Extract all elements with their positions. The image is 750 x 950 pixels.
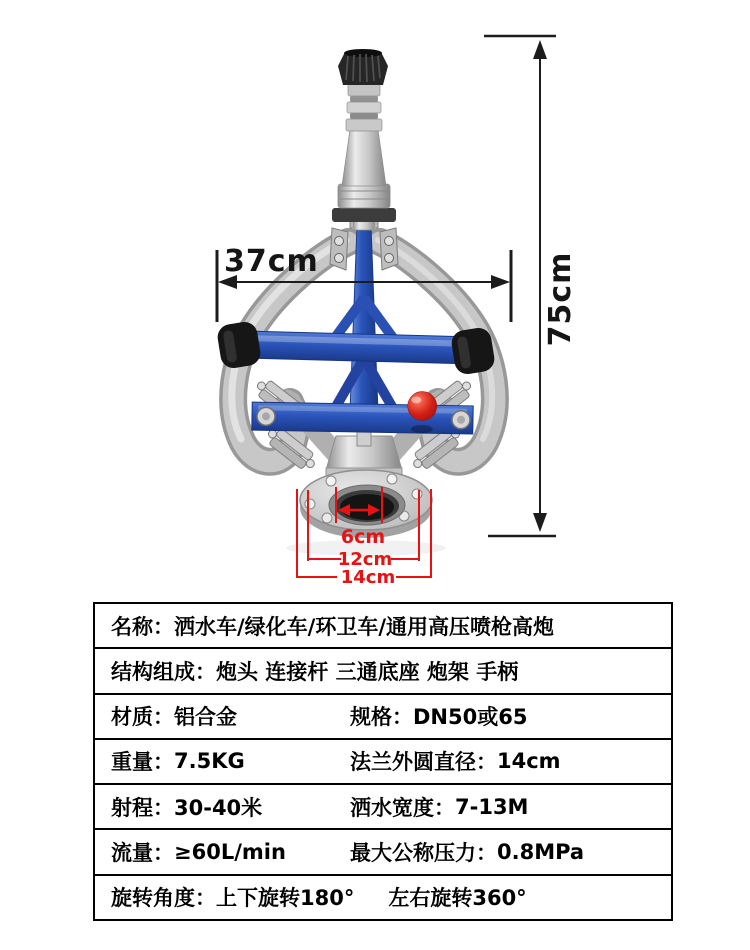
spec-cell xyxy=(111,656,518,686)
spec-row-rotation xyxy=(95,876,671,919)
spec-label: 名称： xyxy=(111,614,174,639)
spec-cell xyxy=(111,792,350,822)
spec-label: 洒水宽度： xyxy=(350,795,455,820)
spec-cell xyxy=(350,746,561,776)
spec-label: 最大公称压力： xyxy=(350,841,497,866)
spec-cell xyxy=(111,611,554,641)
spec-value: 14cm xyxy=(497,749,561,774)
spec-row-material-spec xyxy=(95,695,671,740)
spec-value: 7.5KG xyxy=(174,749,245,774)
spec-row-weight-flange xyxy=(95,740,671,785)
water-cannon xyxy=(216,49,496,556)
spec-cell xyxy=(388,882,526,912)
dimension-width-label: 37cm xyxy=(224,244,319,279)
spec-value: 炮头 连接杆 三通底座 炮架 手柄 xyxy=(216,659,519,684)
spec-value: 7-13M xyxy=(455,794,529,819)
spec-cell xyxy=(350,701,527,731)
flange-bolt-circle-dimension-label: 12cm xyxy=(337,549,393,570)
spec-row-structure xyxy=(95,649,671,694)
spec-label: 结构组成： xyxy=(111,659,216,684)
spec-value: 30-40米 xyxy=(174,795,263,820)
spec-cell xyxy=(350,792,528,822)
spec-row-range-width xyxy=(95,785,671,830)
spec-table xyxy=(93,602,673,921)
spec-value: DN50或65 xyxy=(413,705,528,730)
spec-cell xyxy=(111,882,354,912)
spec-label: 材质： xyxy=(111,705,174,730)
flange-inner-dimension-label: 6cm xyxy=(340,526,386,548)
spec-cell xyxy=(111,837,350,867)
spec-value: 0.8MPa xyxy=(497,840,585,865)
spec-value: 左右旋转360° xyxy=(388,886,527,911)
dimension-height-label: 75cm xyxy=(543,251,578,347)
spec-cell xyxy=(350,837,584,867)
spec-label: 法兰外圆直径： xyxy=(350,750,497,775)
spec-label: 规格： xyxy=(350,705,413,730)
spec-value: 洒水车/绿化车/环卫车/通用高压喷枪高炮 xyxy=(174,614,555,639)
handlebar xyxy=(246,331,475,364)
valve-knob xyxy=(407,391,437,421)
nozzle-rings xyxy=(346,84,382,131)
spec-value: 铝合金 xyxy=(174,705,237,730)
spec-cell xyxy=(111,701,350,731)
spec-cell xyxy=(111,746,350,776)
spec-label: 流量： xyxy=(111,841,174,866)
barrel xyxy=(332,130,396,230)
spec-value: ≥60L/min xyxy=(174,840,286,865)
spec-label: 重量： xyxy=(111,750,174,775)
spec-label: 旋转角度： xyxy=(111,886,216,911)
spec-row-flow-pressure xyxy=(95,830,671,875)
flange-outer-dimension-label: 14cm xyxy=(340,567,396,588)
spec-value: 上下旋转180° xyxy=(216,886,355,911)
spec-row-name xyxy=(95,604,671,649)
nozzle-tip xyxy=(338,49,388,85)
spec-label: 射程： xyxy=(111,795,174,820)
